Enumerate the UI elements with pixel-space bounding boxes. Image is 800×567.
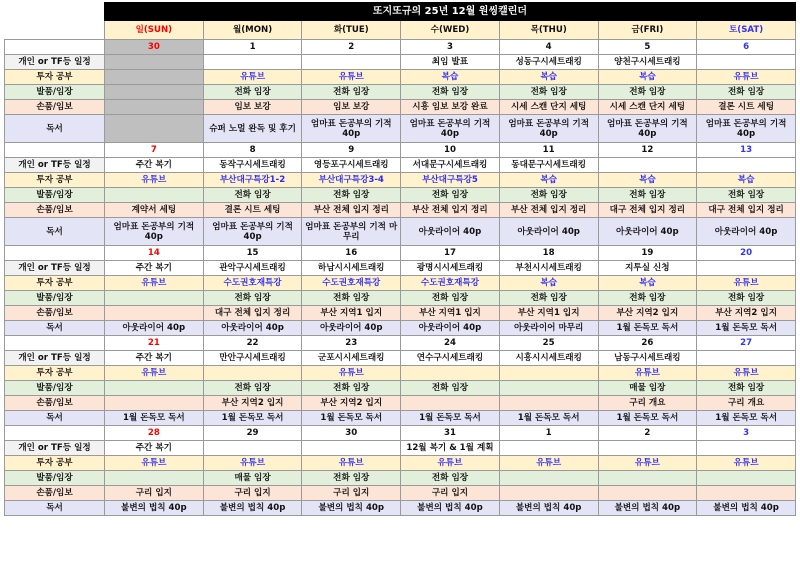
week-3-date-label [5,336,105,351]
plan-cell[interactable]: 영등포구시세트래킹 [302,158,401,173]
sales-cell[interactable] [105,291,204,306]
corner-cell [5,3,105,21]
study-cell[interactable]: 유튜브 [302,70,401,85]
study-cell[interactable]: 유튜브 [401,456,500,471]
study-cell[interactable]: 복습 [598,276,697,291]
study-cell[interactable]: 유튜브 [697,70,796,85]
plan-cell[interactable]: 주간 복기 [105,158,204,173]
plan-cell[interactable]: 양천구시세트래킹 [598,55,697,70]
date-cell[interactable]: 1 [499,426,598,441]
plan-cell[interactable] [697,351,796,366]
sales-cell[interactable]: 전화 임장 [203,85,302,100]
loss-cell[interactable]: 부산 전체 입지 정리 [302,203,401,218]
study-cell[interactable]: 복습 [598,173,697,188]
study-cell[interactable]: 유튜브 [697,276,796,291]
sales-cell[interactable]: 전화 임장 [598,291,697,306]
plan-cell[interactable] [598,158,697,173]
sales-cell[interactable]: 전화 임장 [697,85,796,100]
loss-cell[interactable]: 구리 입지 [302,486,401,501]
read-cell[interactable]: 1월 돈독모 독서 [499,411,598,426]
study-cell[interactable] [499,366,598,381]
read-cell[interactable]: 불변의 법칙 40p [598,501,697,516]
date-cell[interactable]: 21 [105,336,204,351]
plan-cell[interactable]: 주간 복기 [105,441,204,456]
sales-cell[interactable]: 전화 임장 [697,381,796,396]
loss-cell[interactable] [105,396,204,411]
loss-cell[interactable]: 부산 전체 입지 정리 [401,203,500,218]
study-cell[interactable]: 복습 [401,70,500,85]
sales-cell[interactable]: 전화 임장 [697,291,796,306]
study-cell[interactable]: 유튜브 [598,456,697,471]
calendar-table [4,2,796,516]
row-label-sales: 발품/임장 [5,471,105,486]
plan-cell[interactable]: 하남시시세트래킹 [302,261,401,276]
plan-cell[interactable] [697,261,796,276]
loss-cell[interactable] [105,100,204,115]
plan-cell[interactable]: 군포시시세트래킹 [302,351,401,366]
day-header-2: 화(TUE) [302,21,401,40]
row-label-study: 투자 공부 [5,276,105,291]
study-cell[interactable]: 복습 [499,173,598,188]
read-cell[interactable]: 슈퍼 노멀 완독 및 후기 [203,115,302,143]
read-cell[interactable]: 1월 돈독모 독서 [697,321,796,336]
date-cell[interactable]: 15 [203,246,302,261]
study-cell[interactable]: 유튜브 [203,70,302,85]
study-cell[interactable]: 부산대구특강1-2 [203,173,302,188]
plan-cell[interactable]: 광명시시세트래킹 [401,261,500,276]
read-cell[interactable]: 엄마표 돈공부의 기적 40p [499,115,598,143]
sales-cell[interactable]: 전화 임장 [598,188,697,203]
study-cell[interactable]: 유튜브 [105,366,204,381]
row-label-study: 투자 공부 [5,70,105,85]
date-cell[interactable]: 27 [697,336,796,351]
study-cell[interactable]: 유튜브 [697,456,796,471]
study-cell[interactable]: 유튜브 [499,456,598,471]
read-cell[interactable]: 1월 돈독모 독서 [302,411,401,426]
read-cell[interactable]: 엄마표 돈공부의 기적 40p [401,115,500,143]
date-cell[interactable]: 26 [598,336,697,351]
plan-cell[interactable]: 연수구시세트래킹 [401,351,500,366]
read-cell[interactable]: 불변의 법칙 40p [302,501,401,516]
plan-cell[interactable] [697,441,796,456]
read-cell[interactable]: 불변의 법칙 40p [697,501,796,516]
read-cell[interactable]: 엄마표 돈공부의 기적 40p [697,115,796,143]
row-label-study: 투자 공부 [5,456,105,471]
sales-cell[interactable]: 전화 임장 [499,291,598,306]
day-header-0: 일(SUN) [105,21,204,40]
loss-cell[interactable]: 부산 지역2 입지 [598,306,697,321]
sales-cell[interactable]: 전화 임장 [302,188,401,203]
day-header-4: 목(THU) [499,21,598,40]
loss-cell[interactable]: 결론 시트 세팅 [203,203,302,218]
row-label-read: 독서 [5,411,105,426]
read-cell[interactable]: 엄마표 돈공부의 기적 40p [105,218,204,246]
row-label-read: 독서 [5,218,105,246]
sales-cell[interactable]: 전화 임장 [203,188,302,203]
date-cell[interactable]: 3 [697,426,796,441]
date-cell[interactable]: 23 [302,336,401,351]
study-cell[interactable]: 유튜브 [697,366,796,381]
page-title: 또지또규의 25년 12월 원씽캘린더 [105,3,796,21]
date-cell[interactable]: 20 [697,246,796,261]
read-cell[interactable]: 아웃라이어 40p [697,218,796,246]
loss-cell[interactable]: 부산 지역2 입지 [697,306,796,321]
loss-cell[interactable]: 임보 보강 [302,100,401,115]
loss-cell[interactable] [499,396,598,411]
sales-cell[interactable]: 매물 임장 [203,471,302,486]
row-label-plan: 개인 or TF등 일정 [5,261,105,276]
plan-cell[interactable] [499,441,598,456]
plan-cell[interactable] [302,441,401,456]
read-cell[interactable]: 아웃라이어 40p [401,218,500,246]
plan-cell[interactable]: 지투실 신청 [598,261,697,276]
plan-cell[interactable]: 성동구시세트래킹 [499,55,598,70]
loss-cell[interactable]: 구리 입지 [203,486,302,501]
plan-cell[interactable]: 관악구시세트래킹 [203,261,302,276]
study-cell[interactable]: 복습 [499,276,598,291]
row-label-read: 독서 [5,501,105,516]
date-cell[interactable]: 13 [697,143,796,158]
loss-cell[interactable]: 부산 전체 입지 정리 [499,203,598,218]
sales-cell[interactable]: 전화 임장 [302,471,401,486]
sales-cell[interactable] [499,381,598,396]
study-cell[interactable] [203,366,302,381]
loss-cell[interactable] [697,486,796,501]
date-cell[interactable]: 11 [499,143,598,158]
loss-cell[interactable]: 임보 보강 [203,100,302,115]
plan-cell[interactable]: 만안구시세트래킹 [203,351,302,366]
read-cell[interactable]: 아웃라이어 40p [401,321,500,336]
sales-cell[interactable] [105,85,204,100]
date-cell[interactable]: 17 [401,246,500,261]
study-cell[interactable]: 유튜브 [302,366,401,381]
plan-cell[interactable]: 부천시시세트래킹 [499,261,598,276]
row-label-loss: 손품/임보 [5,486,105,501]
loss-cell[interactable]: 대구 전체 입지 정리 [697,203,796,218]
date-cell[interactable]: 31 [401,426,500,441]
loss-cell[interactable]: 부산 지역1 입지 [401,306,500,321]
date-cell[interactable]: 18 [499,246,598,261]
sales-cell[interactable]: 전화 임장 [203,291,302,306]
header-corner [5,21,105,40]
read-cell[interactable]: 아웃라이어 40p [499,218,598,246]
sales-cell[interactable]: 전화 임장 [302,85,401,100]
plan-cell[interactable] [697,55,796,70]
loss-cell[interactable]: 계약서 세팅 [105,203,204,218]
loss-cell[interactable]: 결론 시트 세팅 [697,100,796,115]
row-label-sales: 발품/임장 [5,291,105,306]
read-cell[interactable]: 불변의 법칙 40p [499,501,598,516]
sales-cell[interactable] [105,471,204,486]
read-cell[interactable]: 불변의 법칙 40p [105,501,204,516]
plan-cell[interactable]: 주간 복기 [105,351,204,366]
read-cell[interactable]: 1월 돈독모 독서 [697,411,796,426]
sales-cell[interactable] [598,471,697,486]
date-cell[interactable]: 4 [499,40,598,55]
study-cell[interactable]: 복습 [499,70,598,85]
loss-cell[interactable] [598,486,697,501]
read-cell[interactable]: 1월 돈독모 독서 [598,321,697,336]
date-cell[interactable]: 12 [598,143,697,158]
date-cell[interactable]: 25 [499,336,598,351]
plan-cell[interactable]: 남동구시세트래킹 [598,351,697,366]
loss-cell[interactable]: 대구 전체 입지 정리 [598,203,697,218]
loss-cell[interactable]: 구리 입지 [105,486,204,501]
sales-cell[interactable] [499,471,598,486]
date-cell[interactable]: 29 [203,426,302,441]
row-label-plan: 개인 or TF등 일정 [5,441,105,456]
date-cell[interactable]: 24 [401,336,500,351]
sales-cell[interactable]: 전화 임장 [302,291,401,306]
sales-cell[interactable]: 전화 임장 [401,188,500,203]
loss-cell[interactable]: 부산 지역2 입지 [302,396,401,411]
row-label-read: 독서 [5,115,105,143]
date-cell[interactable]: 7 [105,143,204,158]
loss-cell[interactable] [401,396,500,411]
study-cell[interactable]: 유튜브 [302,456,401,471]
plan-cell[interactable] [203,55,302,70]
read-cell[interactable]: 아웃라이어 마무리 [499,321,598,336]
sales-cell[interactable]: 전화 임장 [401,381,500,396]
loss-cell[interactable]: 시흥 임보 보강 완료 [401,100,500,115]
sales-cell[interactable]: 전화 임장 [401,291,500,306]
read-cell[interactable]: 1월 돈독모 독서 [203,411,302,426]
plan-cell[interactable]: 시흥시시세트래킹 [499,351,598,366]
row-label-study: 투자 공부 [5,366,105,381]
study-cell[interactable]: 부산대구특강5 [401,173,500,188]
week-0-date-label [5,40,105,55]
loss-cell[interactable]: 구리 입지 [401,486,500,501]
sales-cell[interactable]: 매물 임장 [598,381,697,396]
row-label-loss: 손품/임보 [5,306,105,321]
row-label-study: 투자 공부 [5,173,105,188]
date-cell[interactable]: 2 [302,40,401,55]
loss-cell[interactable] [105,306,204,321]
sales-cell[interactable]: 전화 임장 [203,381,302,396]
read-cell[interactable]: 엄마표 돈공부의 기적 40p [302,115,401,143]
read-cell[interactable]: 엄마표 돈공부의 기적 마무리 [302,218,401,246]
plan-cell[interactable]: 동작구시세트래킹 [203,158,302,173]
day-header-1: 월(MON) [203,21,302,40]
sales-cell[interactable]: 전화 임장 [697,188,796,203]
study-cell[interactable]: 수도권호재특강 [203,276,302,291]
week-4-date-label [5,426,105,441]
study-cell[interactable]: 유튜브 [105,173,204,188]
date-cell[interactable]: 6 [697,40,796,55]
study-cell[interactable]: 수도권호재특강 [302,276,401,291]
plan-cell[interactable]: 최임 발표 [401,55,500,70]
study-cell[interactable]: 유튜브 [105,456,204,471]
loss-cell[interactable]: 구리 개요 [598,396,697,411]
read-cell[interactable]: 1월 돈독모 독서 [401,411,500,426]
day-header-5: 금(FRI) [598,21,697,40]
sales-cell[interactable]: 전화 임장 [499,188,598,203]
plan-cell[interactable] [697,158,796,173]
date-cell[interactable]: 5 [598,40,697,55]
loss-cell[interactable]: 시세 스캔 단지 세팅 [499,100,598,115]
sales-cell[interactable]: 전화 임장 [401,471,500,486]
plan-cell[interactable] [203,441,302,456]
read-cell[interactable]: 불변의 법칙 40p [401,501,500,516]
date-cell[interactable]: 8 [203,143,302,158]
loss-cell[interactable]: 대구 전체 입지 정리 [203,306,302,321]
date-cell[interactable]: 30 [105,40,204,55]
study-cell[interactable]: 복습 [598,70,697,85]
read-cell[interactable]: 아웃라이어 40p [203,321,302,336]
row-label-loss: 손품/임보 [5,100,105,115]
row-label-plan: 개인 or TF등 일정 [5,158,105,173]
study-cell[interactable]: 부산대구특강3-4 [302,173,401,188]
plan-cell[interactable]: 주간 복기 [105,261,204,276]
week-2-date-label [5,246,105,261]
plan-cell[interactable] [598,441,697,456]
plan-cell[interactable]: 서대문구시세트래킹 [401,158,500,173]
sales-cell[interactable] [105,381,204,396]
date-cell[interactable]: 3 [401,40,500,55]
date-cell[interactable]: 19 [598,246,697,261]
loss-cell[interactable]: 시세 스캔 단지 세팅 [598,100,697,115]
study-cell[interactable]: 유튜브 [598,366,697,381]
date-cell[interactable]: 30 [302,426,401,441]
row-label-sales: 발품/임장 [5,381,105,396]
sales-cell[interactable]: 전화 임장 [401,85,500,100]
read-cell[interactable]: 아웃라이어 40p [598,218,697,246]
loss-cell[interactable] [499,486,598,501]
week-1-date-label [5,143,105,158]
read-cell[interactable]: 1월 돈독모 독서 [105,411,204,426]
read-cell[interactable]: 불변의 법칙 40p [203,501,302,516]
read-cell[interactable]: 1월 돈독모 독서 [598,411,697,426]
sales-cell[interactable] [697,471,796,486]
loss-cell[interactable]: 부산 지역2 입지 [203,396,302,411]
read-cell[interactable]: 엄마표 돈공부의 기적 40p [203,218,302,246]
date-cell[interactable]: 10 [401,143,500,158]
sales-cell[interactable] [105,188,204,203]
read-cell[interactable]: 엄마표 돈공부의 기적 40p [598,115,697,143]
plan-cell[interactable] [302,55,401,70]
plan-cell[interactable]: 12월 복기 & 1월 계획 [401,441,500,456]
row-label-loss: 손품/임보 [5,396,105,411]
study-cell[interactable]: 유튜브 [203,456,302,471]
date-cell[interactable]: 22 [203,336,302,351]
study-cell[interactable]: 유튜브 [105,276,204,291]
study-cell[interactable]: 수도권호재특강 [401,276,500,291]
row-label-sales: 발품/임장 [5,85,105,100]
row-label-loss: 손품/임보 [5,203,105,218]
read-cell[interactable]: 아웃라이어 40p [105,321,204,336]
study-cell[interactable] [401,366,500,381]
row-label-read: 독서 [5,321,105,336]
sales-cell[interactable]: 전화 임장 [598,85,697,100]
day-header-3: 수(WED) [401,21,500,40]
sales-cell[interactable]: 전화 임장 [499,85,598,100]
loss-cell[interactable]: 부산 지역1 입지 [499,306,598,321]
date-cell[interactable]: 2 [598,426,697,441]
day-header-6: 토(SAT) [697,21,796,40]
row-label-sales: 발품/임장 [5,188,105,203]
loss-cell[interactable]: 부산 지역1 입지 [302,306,401,321]
sales-cell[interactable]: 전화 임장 [302,381,401,396]
row-label-plan: 개인 or TF등 일정 [5,351,105,366]
plan-cell[interactable] [105,55,204,70]
read-cell[interactable]: 아웃라이어 40p [302,321,401,336]
date-cell[interactable]: 16 [302,246,401,261]
plan-cell[interactable]: 동대문구시세트래킹 [499,158,598,173]
date-cell[interactable]: 14 [105,246,204,261]
date-cell[interactable]: 1 [203,40,302,55]
read-cell[interactable] [105,115,204,143]
loss-cell[interactable]: 구리 개요 [697,396,796,411]
date-cell[interactable]: 28 [105,426,204,441]
study-cell[interactable] [105,70,204,85]
study-cell[interactable]: 복습 [697,173,796,188]
row-label-plan: 개인 or TF등 일정 [5,55,105,70]
date-cell[interactable]: 9 [302,143,401,158]
